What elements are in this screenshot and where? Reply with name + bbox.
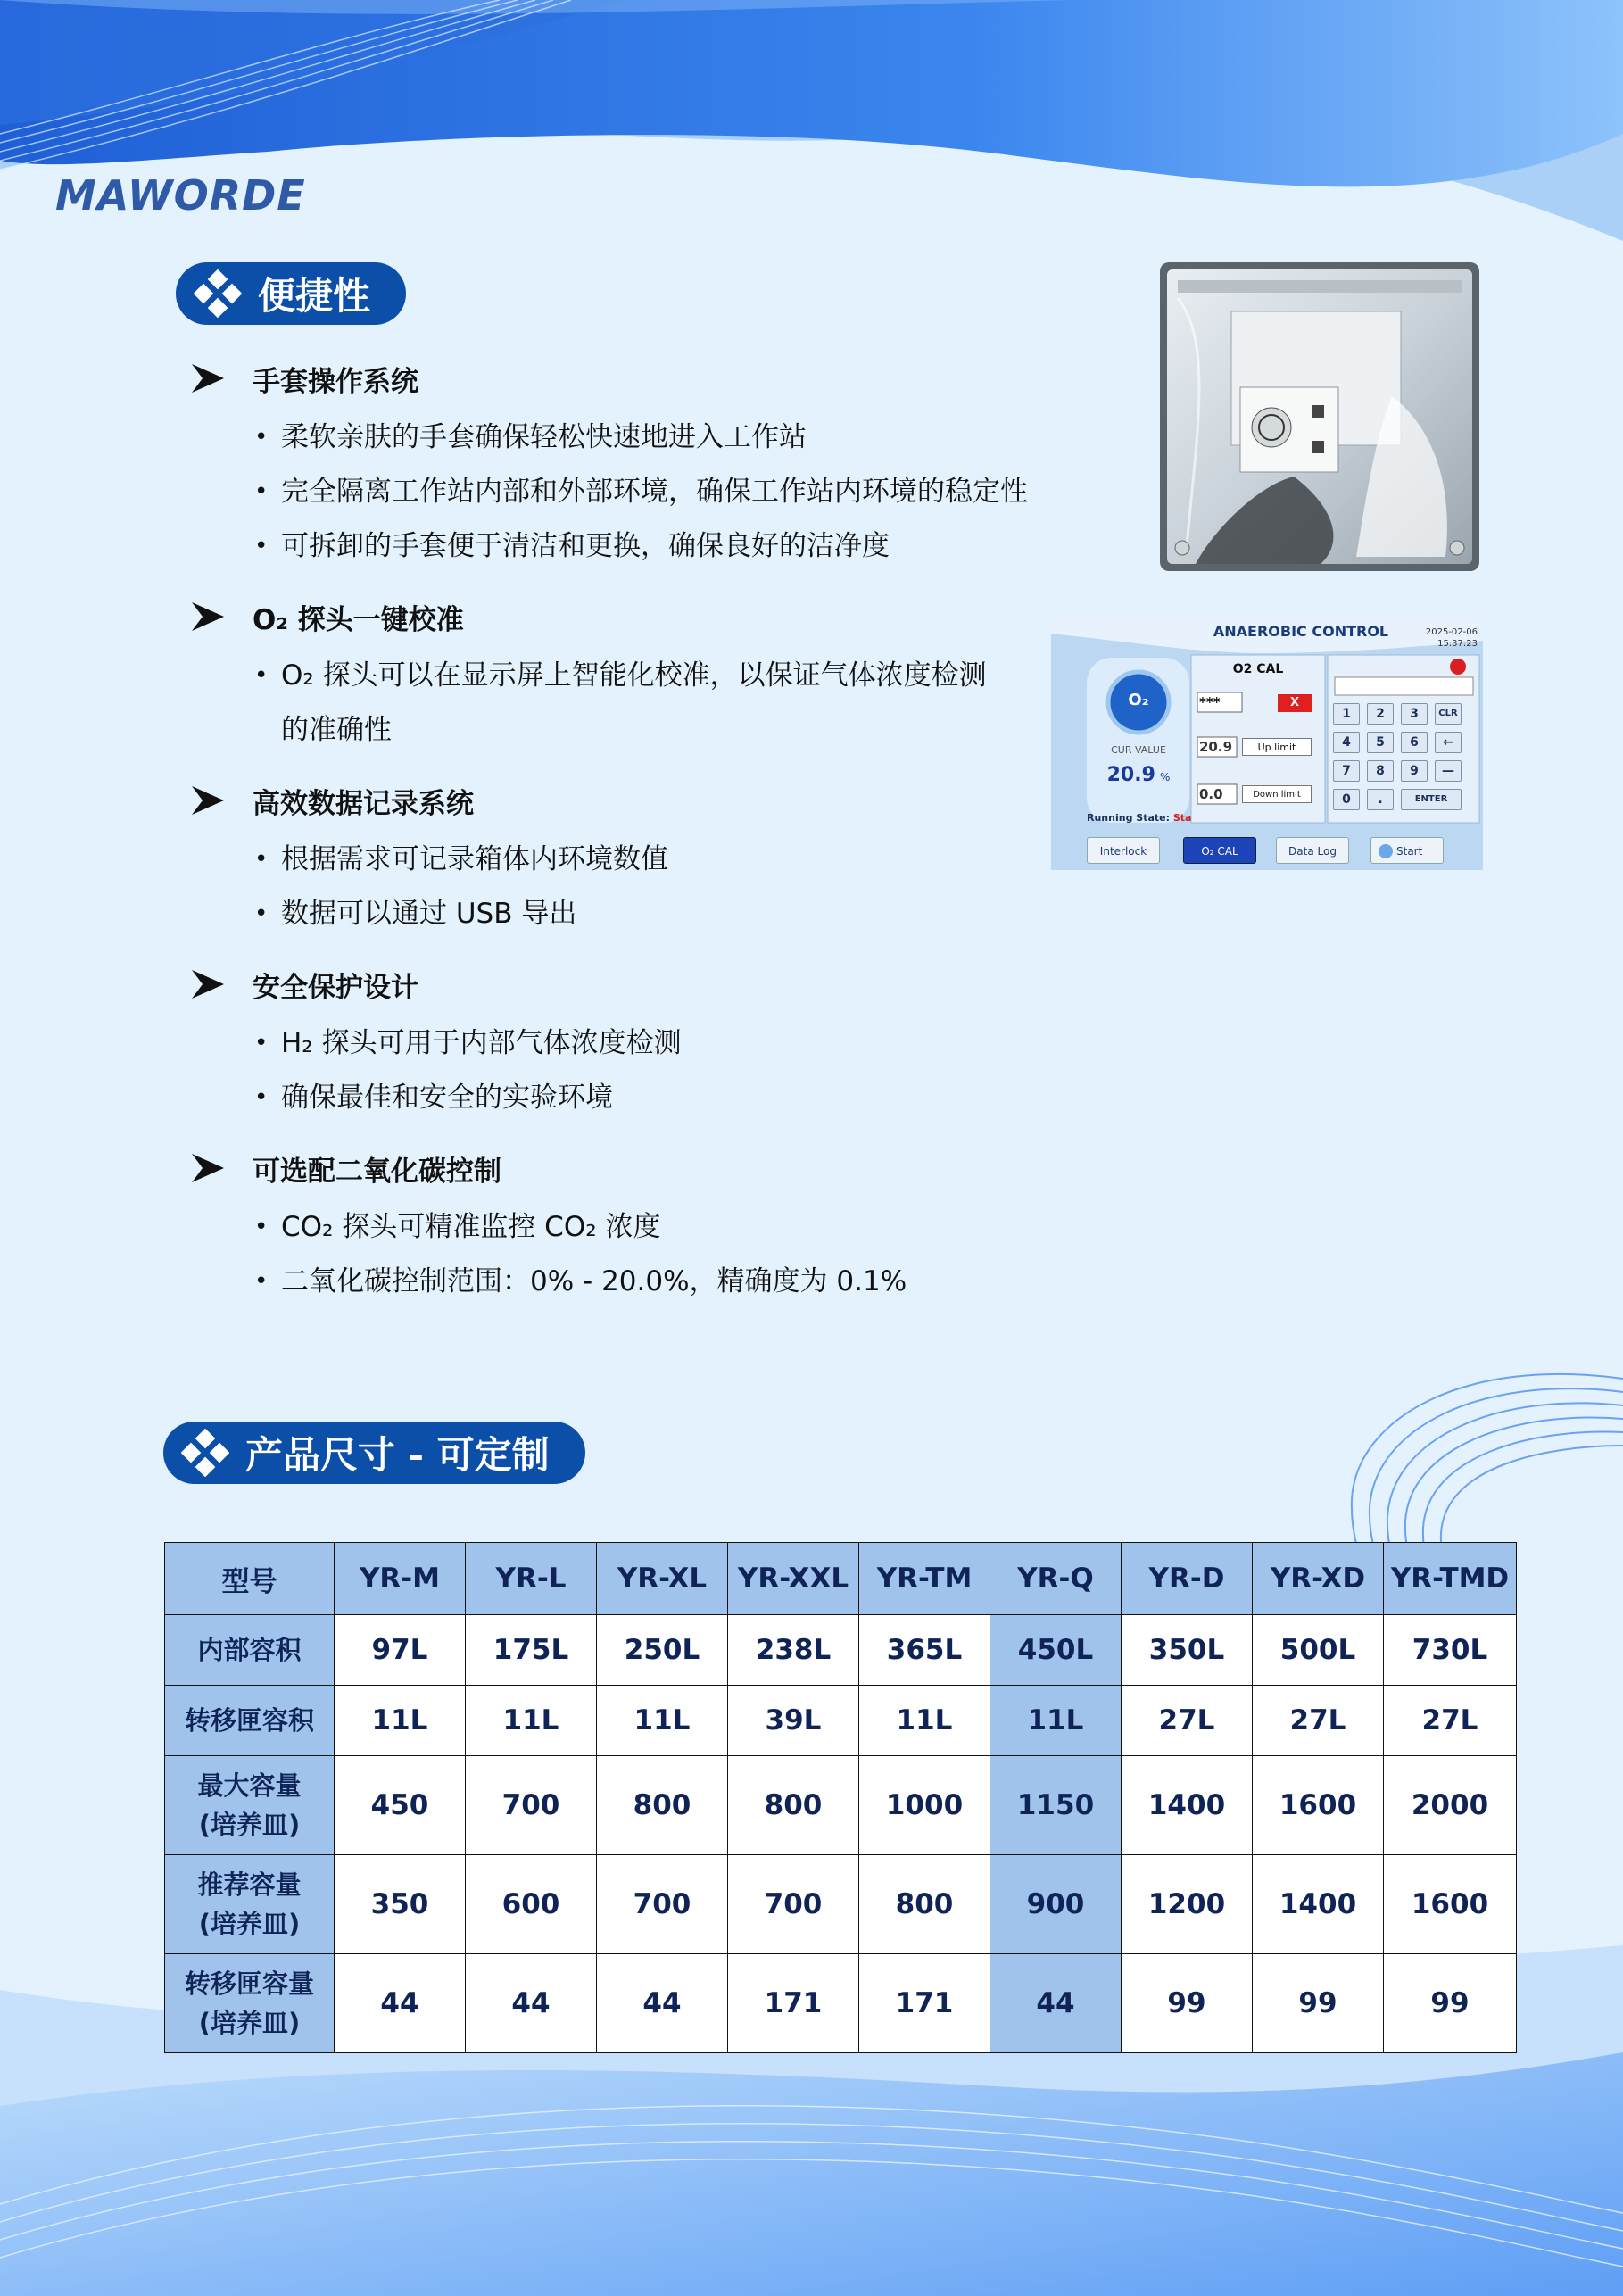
o2-badge: O₂ (1128, 691, 1149, 709)
table-cell: 1200 (1122, 1855, 1253, 1954)
cur-value: 20.9 (1106, 764, 1155, 786)
table-cell: 730L (1384, 1615, 1517, 1686)
table-cell: 1000 (859, 1756, 990, 1855)
header-label-cell: 型号 (165, 1543, 335, 1615)
row-label: 转移匣容积 (184, 1705, 314, 1736)
row-label: 推荐容量 (197, 1869, 302, 1900)
cur-unit: % (1159, 771, 1171, 783)
table-cell: 175L (466, 1615, 597, 1686)
keypad-key[interactable]: 5 (1367, 732, 1394, 753)
control-screen (1051, 618, 1483, 870)
bullet-item: • CO₂ 探头可精准监控 CO₂ 浓度 (254, 1200, 1075, 1255)
table-cell: 800 (728, 1756, 859, 1855)
table-cell: 11L (990, 1686, 1122, 1756)
table-cell: 44 (597, 1954, 728, 2053)
cal-title: O2 CAL (1232, 662, 1284, 676)
bullet-item: • 根据需求可记录箱体内环境数值 (254, 833, 1075, 887)
bullet-item: • 柔软亲肤的手套确保轻松快速地进入工作站 (254, 410, 1075, 465)
table-header-row (165, 1543, 1517, 1615)
row-label: 内部容积 (197, 1635, 302, 1665)
table-cell: 900 (990, 1855, 1122, 1954)
section-title-dimensions (163, 1422, 585, 1484)
start-button[interactable] (1370, 837, 1444, 864)
table-cell: 700 (728, 1855, 859, 1954)
row-label-sub: (培养皿) (198, 1909, 301, 1939)
down-limit-value[interactable]: 0.0 (1199, 786, 1223, 802)
arrowhead-bullet-icon (192, 786, 224, 815)
table-cell: 27L (1384, 1686, 1517, 1756)
table-cell: 44 (335, 1954, 466, 2053)
screen-header: ANAEROBIC CONTROL (1213, 623, 1389, 640)
o2-cal-button[interactable]: O₂ CAL (1183, 837, 1256, 864)
table-cell: 171 (728, 1954, 859, 2053)
feature-title: 手套操作系统 (253, 365, 418, 398)
spec-table (164, 1542, 1517, 2053)
keypad-key[interactable]: 6 (1401, 732, 1428, 753)
table-row (165, 1954, 1517, 2053)
table-cell: 700 (597, 1855, 728, 1954)
brand-logo: MAWORDE (55, 171, 306, 220)
arrowhead-bullet-icon (192, 970, 224, 999)
bullet-item: • O₂ 探头可以在显示屏上智能化校准，以保证气体浓度检测的准确性 (254, 649, 995, 758)
up-limit-button[interactable]: Up limit (1242, 738, 1312, 756)
table-row (165, 1756, 1517, 1855)
table-cell: 27L (1253, 1686, 1384, 1756)
start-button-label: Start (1396, 845, 1423, 858)
table-cell: 11L (335, 1686, 466, 1756)
table-cell: 2000 (1384, 1756, 1517, 1855)
table-cell: 27L (1122, 1686, 1253, 1756)
table-cell: 11L (859, 1686, 990, 1756)
close-x-button[interactable]: X (1289, 696, 1300, 709)
section-title-text: 便捷性 (258, 274, 371, 318)
table-cell: 97L (335, 1615, 466, 1686)
keypad-key[interactable]: . (1367, 789, 1394, 810)
table-cell: 365L (859, 1615, 990, 1686)
table-cell: 44 (990, 1954, 1122, 2053)
keypad-key[interactable]: ← (1435, 732, 1462, 753)
model-header-cell: YR-Q (990, 1543, 1122, 1615)
row-label-sub: (培养皿) (198, 1810, 301, 1840)
bullet-item: • H₂ 探头可用于内部气体浓度检测 (254, 1016, 1075, 1071)
table-cell: 600 (466, 1855, 597, 1954)
running-state (1087, 812, 1191, 824)
model-header-cell: YR-D (1122, 1543, 1253, 1615)
keypad-key[interactable]: ENTER (1401, 789, 1462, 810)
feature-list (183, 352, 1075, 1325)
feature-o2-calibration (183, 590, 1075, 758)
table-row (165, 1615, 1517, 1686)
model-header-cell: YR-XL (597, 1543, 728, 1615)
table-cell: 11L (466, 1686, 597, 1756)
table-cell: 171 (859, 1954, 990, 2053)
section-title-text: 产品尺寸 - 可定制 (245, 1433, 550, 1477)
table-cell: 700 (466, 1756, 597, 1855)
diamond-cluster-icon (181, 1429, 229, 1477)
feature-co2 (183, 1141, 1075, 1309)
feature-title: 高效数据记录系统 (253, 787, 474, 820)
interlock-button[interactable]: Interlock (1087, 837, 1160, 864)
table-cell: 39L (728, 1686, 859, 1756)
table-cell: 800 (597, 1756, 728, 1855)
model-header-cell: YR-M (335, 1543, 466, 1615)
table-cell: 1400 (1122, 1756, 1253, 1855)
table-cell: 1600 (1253, 1756, 1384, 1855)
table-cell: 99 (1253, 1954, 1384, 2053)
bullet-item: • 可拆卸的手套便于清洁和更换，确保良好的洁净度 (254, 519, 1075, 574)
table-cell: 44 (466, 1954, 597, 2053)
running-state-value: Sta (1172, 812, 1192, 824)
row-label-cell (165, 1756, 335, 1855)
keypad-key[interactable]: 1 (1333, 703, 1360, 725)
table-cell: 800 (859, 1855, 990, 1954)
keypad-key[interactable]: 4 (1333, 732, 1360, 753)
table-cell: 450 (335, 1756, 466, 1855)
cur-value-label: CUR VALUE (1111, 744, 1166, 756)
row-label-sub: (培养皿) (198, 2008, 301, 2038)
screen-datetime (1406, 626, 1478, 650)
keypad-key[interactable]: — (1435, 760, 1462, 782)
table-row (165, 1686, 1517, 1756)
table-cell: 99 (1384, 1954, 1517, 2053)
feature-title: 可选配二氧化碳控制 (253, 1155, 501, 1188)
up-limit-value[interactable]: 20.9 (1199, 739, 1233, 755)
table-cell: 250L (597, 1615, 728, 1686)
glovebox-photo (1160, 262, 1479, 571)
keypad-key[interactable]: 2 (1367, 703, 1394, 725)
running-state-label: Running State: (1087, 812, 1170, 824)
feature-safety (183, 957, 1075, 1125)
data-log-button[interactable]: Data Log (1276, 837, 1349, 864)
table-row (165, 1855, 1517, 1954)
screen-date: 2025-02-06 (1425, 627, 1478, 637)
keypad-key[interactable]: 0 (1333, 789, 1360, 810)
bullet-item: • 确保最佳和安全的实验环境 (254, 1071, 1075, 1125)
model-header-cell: YR-TM (859, 1543, 990, 1615)
row-label-cell (165, 1855, 335, 1954)
feature-title: 安全保护设计 (253, 971, 418, 1004)
bullet-item: • 完全隔离工作站内部和外部环境，确保工作站内环境的稳定性 (254, 465, 1075, 519)
table-cell: 350 (335, 1855, 466, 1954)
down-limit-button[interactable]: Down limit (1242, 785, 1312, 803)
row-label-cell (165, 1954, 335, 2053)
feature-data-logging (183, 774, 1075, 941)
section-title-convenience (176, 262, 406, 325)
row-label-cell (165, 1686, 335, 1756)
table-cell: 1600 (1384, 1855, 1517, 1954)
feature-glove (183, 352, 1075, 574)
bullet-item: • 二氧化碳控制范围：0% - 20.0%，精确度为 0.1% (254, 1255, 1075, 1309)
table-cell: 1400 (1253, 1855, 1384, 1954)
table-cell: 350L (1122, 1615, 1253, 1686)
table-cell: 238L (728, 1615, 859, 1686)
diamond-cluster-icon (194, 269, 242, 318)
table-cell: 450L (990, 1615, 1122, 1686)
arrowhead-bullet-icon (192, 602, 224, 631)
bullet-item: • 数据可以通过 USB 导出 (254, 887, 1075, 941)
row-label-cell (165, 1615, 335, 1686)
keypad-key[interactable]: 3 (1401, 703, 1428, 725)
table-cell: 500L (1253, 1615, 1384, 1686)
password-field[interactable]: *** (1199, 694, 1221, 710)
table-cell: 1150 (990, 1756, 1122, 1855)
row-label: 转移匣容量 (184, 1969, 314, 1999)
model-header-cell: YR-TMD (1384, 1543, 1517, 1615)
screen-time: 15:37:23 (1437, 639, 1478, 649)
arrowhead-bullet-icon (192, 1154, 224, 1182)
keypad-key[interactable]: CLR (1435, 703, 1462, 725)
keypad-key[interactable]: 7 (1333, 760, 1360, 782)
screen-button-bar (1051, 832, 1483, 870)
table-cell: 11L (597, 1686, 728, 1756)
row-label: 最大容量 (197, 1770, 302, 1801)
keypad-key[interactable]: 9 (1401, 760, 1428, 782)
model-header-cell: YR-L (466, 1543, 597, 1615)
cur-value-readout (1094, 764, 1183, 786)
keypad-key[interactable]: 8 (1367, 760, 1394, 782)
feature-title: O₂ 探头一键校准 (253, 603, 464, 636)
table-cell: 99 (1122, 1954, 1253, 2053)
model-header-cell: YR-XXL (728, 1543, 859, 1615)
arrowhead-bullet-icon (192, 364, 224, 393)
play-icon (1379, 844, 1393, 858)
model-header-cell: YR-XD (1253, 1543, 1384, 1615)
